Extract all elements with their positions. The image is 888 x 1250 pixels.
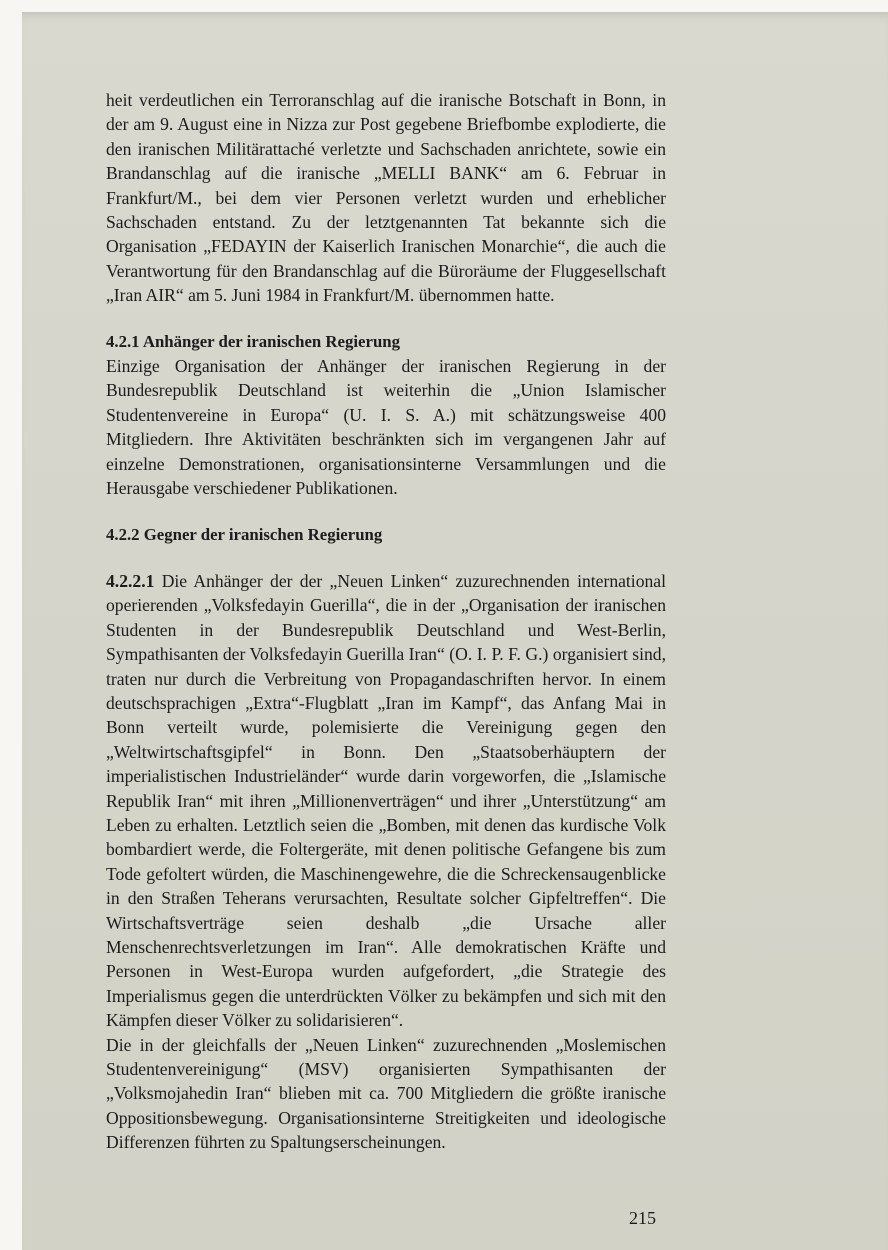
section-heading-4-2-2: 4.2.2 Gegner der iranischen Regierung — [106, 524, 383, 544]
intro-paragraph: heit verdeutlichen ein Terroranschlag auf die iranische Botschaft in Bonn, in der am 9. August eine in Nizza zur Post gegebene Briefbombe explodierte, die den iranischen Militärattaché verletzte und Sachschaden anrichtete, sowie ein Brandanschlag auf die iranische „MELLI BANK“ am 6. Februar in Frankfurt/M., bei dem vier Personen verletzt wurden und erheblicher Sachschaden entstand. Zu der letztgenannten Tat bekannte sich die Organisation „FEDAYIN der Kaiserlich Iranischen Monarchie“, die auch die Verantwortung für den Brandanschlag auf die Büroräume der Fluggesellschaft „Iran AIR“ am 5. Juni 1984 in Frankfurt/M. übernommen hatte. — [106, 90, 666, 306]
section-number-4-2-2-1: 4.2.2.1 — [106, 570, 155, 591]
section-text-4-2-2-1: Die Anhänger der der „Neuen Linken“ zuzurechnenden international operierenden „Volksfedayin Guerilla“, die in der „Organisation der iranischen Studenten in der Bundesrepublik Deutschland und West-Berlin, Sympathisanten der Volksfedayin Guerilla Iran“ (O. I. P. F. G.) organisiert sind, traten nur durch die Verbreitung von Propagandaschriften hervor. In einem deutschsprachigen „Extra“-Flugblatt „Iran im Kampf“, das Anfang Mai in Bonn verteilt wurde, polemisierte die Vereinigung gegen den „Weltwirtschaftsgipfel“ in Bonn. Den „Staatsoberhäuptern der imperialistischen Industrieländer“ wurde darin vorgeworfen, die „Islamische Republik Iran“ mit ihren „Millionenverträgen“ und ihrer „Unterstützung“ am Leben zu erhalten. Letztlich seien die „Bomben, mit denen das kurdische Volk bombardiert werde, die Foltergeräte, mit denen politische Gefangene bis zum Tode gefoltert würden, die Maschinengewehre, die die Schreckensaugenblicke in den Straßen Teherans verursachten, Resultate solcher Gipfeltreffen“. Die Wirtschaftsverträge seien deshalb „die Ursache aller Menschenrechtsverletzungen im Iran“. Alle demokratischen Kräfte und Personen in West-Europa wurden aufgefordert, „die Strategie des Imperialismus gegen die unterdrückten Völker zu bekämpfen und sich mit den Kämpfen dieser Völker zu solidarisieren“. — [106, 570, 666, 1031]
page-number: 215 — [629, 1208, 656, 1228]
spacer — [106, 501, 666, 523]
document-body — [106, 88, 666, 1155]
section-heading-4-2-1: 4.2.1 Anhänger der iranischen Regierung — [106, 331, 400, 351]
spacer — [106, 547, 666, 569]
section-paragraph-4-2-2-1 — [106, 569, 666, 1033]
spacer — [106, 308, 666, 330]
section-text-4-2-1: Einzige Organisation der Anhänger der iranischen Regierung in der Bundesrepublik Deutschland ist weiterhin die „Union Islamischer Studentenvereine in Europa“ (U. I. S. A.) mit schätzungsweise 400 Mitgliedern. Ihre Aktivitäten beschränkten sich im vergangenen Jahr auf einzelne Demonstrationen, organisationsinterne Versammlungen und die Herausgabe verschiedener Publikationen. — [106, 356, 666, 499]
section-text-4-2-2-1-continued: Die in der gleichfalls der „Neuen Linken“ zuzurechnenden „Moslemischen Studentenvereinigung“ (MSV) organisierten Sympathisanten der „Volksmojahedin Iran“ blieben mit ca. 700 Mitgliedern die größte iranische Oppositionsbewegung. Organisationsinterne Streitigkeiten und ideologische Differenzen führten zu Spaltungserscheinungen. — [106, 1034, 666, 1153]
